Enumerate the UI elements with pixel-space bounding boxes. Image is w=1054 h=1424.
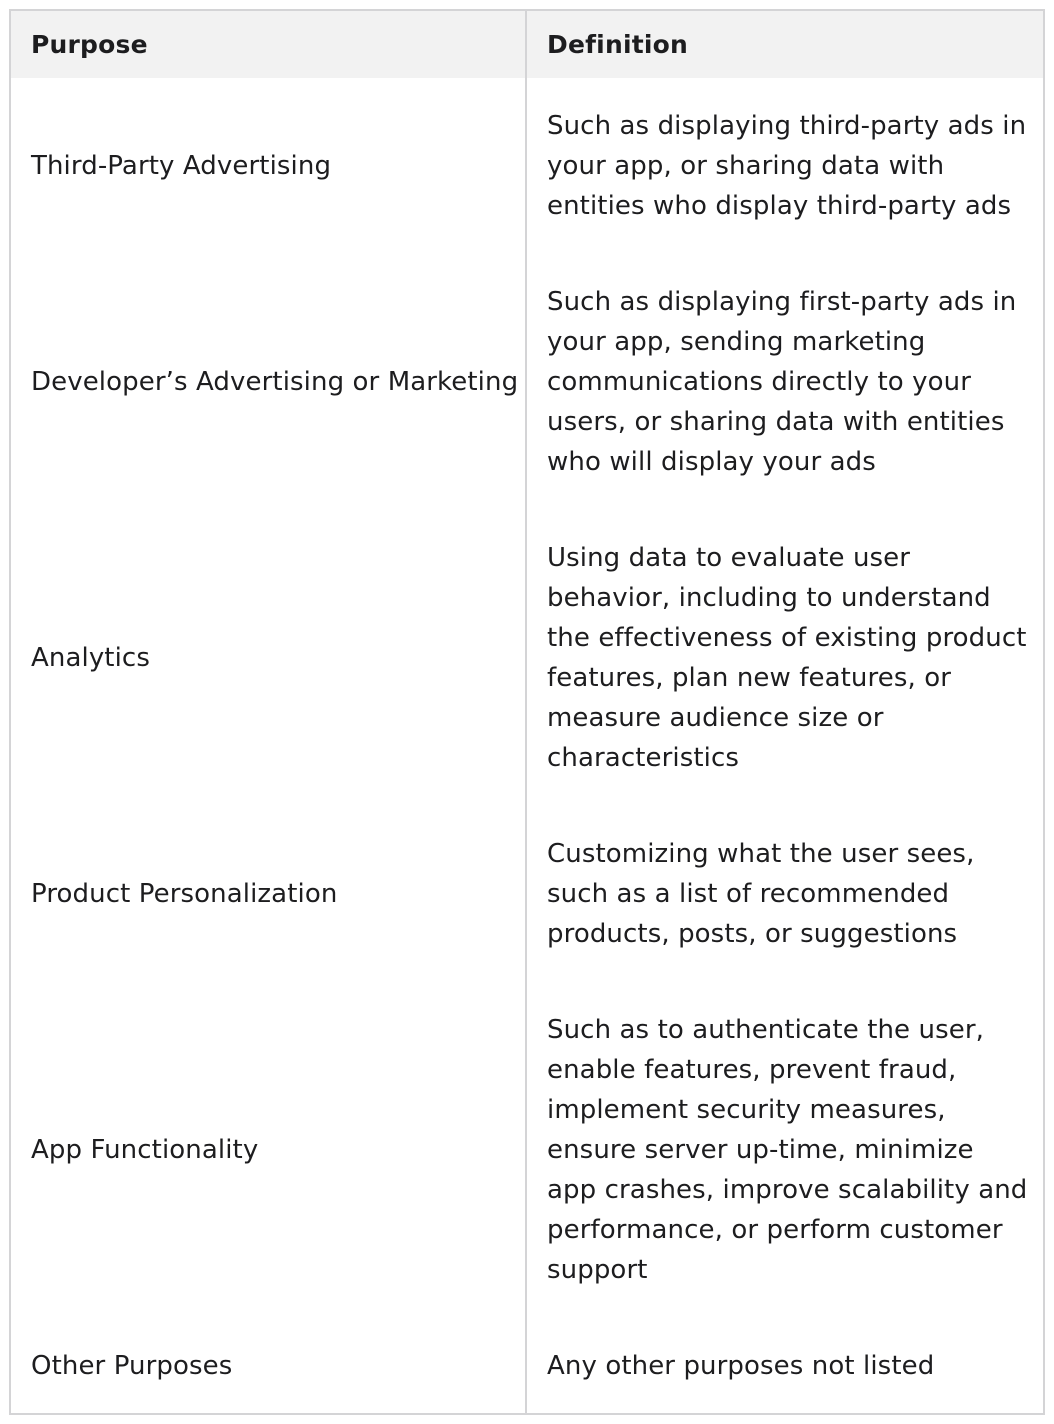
definition-cell: Any other purposes not listed	[547, 1350, 935, 1381]
column-header-purpose: Purpose	[11, 11, 526, 78]
table-row	[11, 806, 1043, 982]
table-row	[11, 510, 1043, 806]
column-header-definition: Definition	[547, 30, 689, 59]
purpose-cell: App Functionality	[11, 982, 526, 1318]
purpose-cell: Developer’s Advertising or Marketing	[11, 254, 526, 510]
table-header-row	[11, 11, 1043, 78]
table-row	[11, 78, 1043, 254]
purpose-cell: Analytics	[11, 510, 526, 806]
purpose-cell: Other Purposes	[11, 1318, 526, 1413]
table-row	[11, 254, 1043, 510]
table-row	[11, 1318, 1043, 1413]
purpose-table	[11, 11, 1043, 1413]
purpose-cell: Product Personalization	[11, 806, 526, 982]
definition-cell: Such as displaying first-party ads in your app, sending marketing communications directly to your users, or sharing data with entities who will display your ads	[547, 287, 1017, 477]
table-row	[11, 982, 1043, 1318]
definition-cell: Such as displaying third-party ads in your app, or sharing data with entities who display third-party ads	[547, 111, 1027, 221]
purpose-cell: Third-Party Advertising	[11, 78, 526, 254]
definition-cell: Using data to evaluate user behavior, including to understand the effectiveness of existing product features, plan new features, or measure audience size or characteristics	[547, 543, 1027, 773]
definition-cell: Customizing what the user sees, such as a list of recommended products, posts, or suggestions	[547, 839, 975, 949]
purpose-table-container	[9, 9, 1045, 1415]
definition-cell: Such as to authenticate the user, enable features, prevent fraud, implement security measures, ensure server up-time, minimize app crashes, improve scalability and performance, or perform customer support	[547, 1015, 1028, 1285]
